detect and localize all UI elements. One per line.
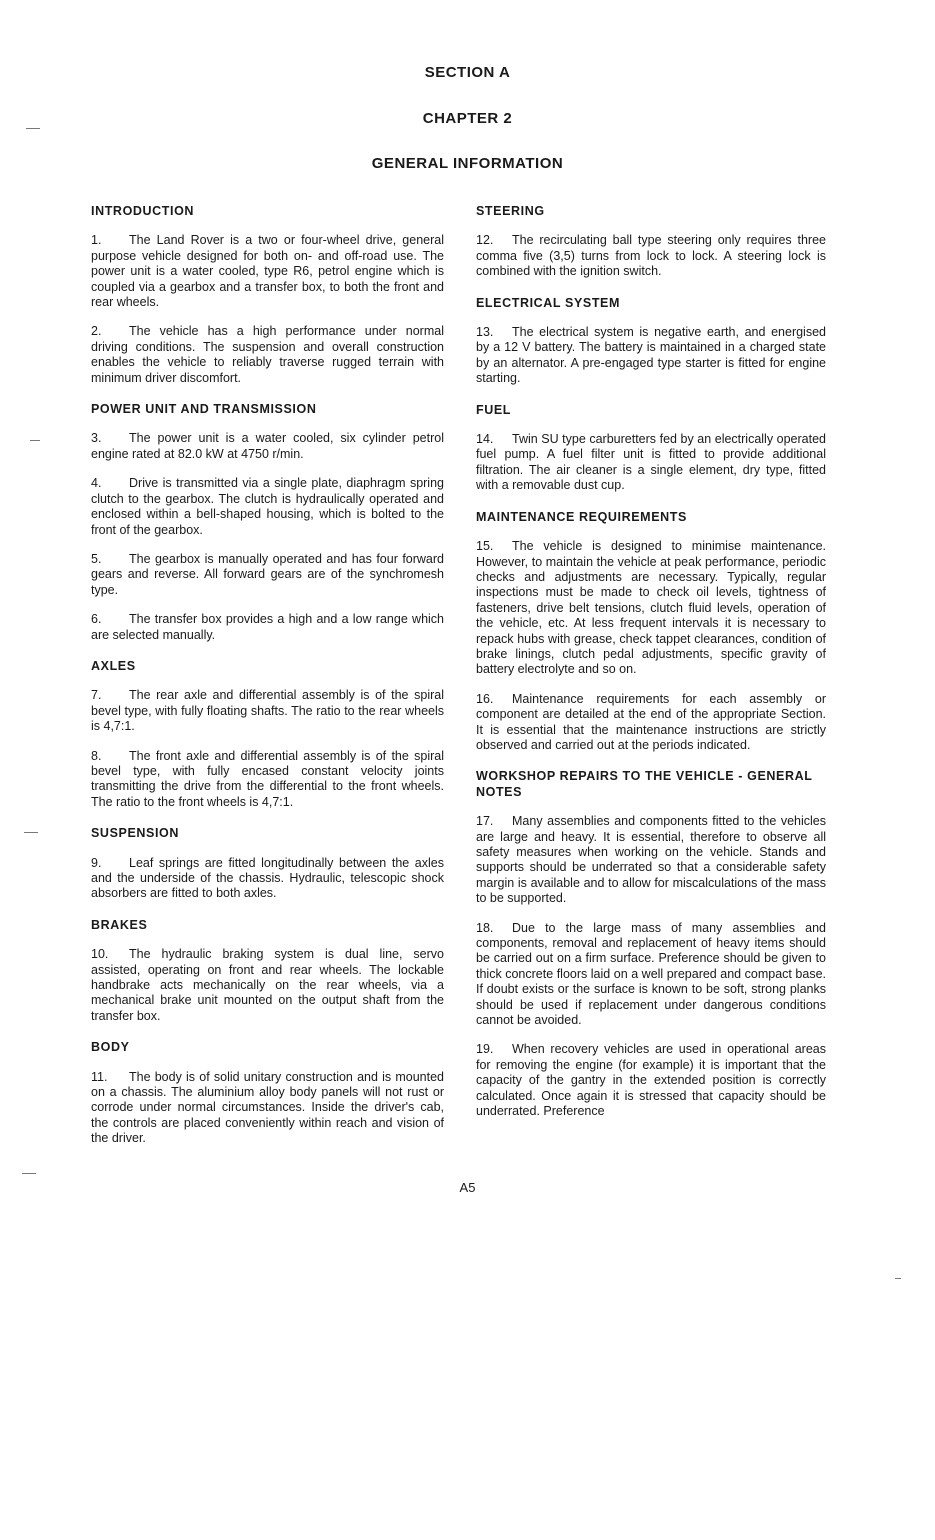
paragraph <box>476 432 826 494</box>
paragraph-text: Maintenance requirements for each assembly or component are detailed at the end of the appropriate Section. It is essential that the maintenance instructions are strictly observed and carried out at the periods indicated. <box>476 691 826 752</box>
paragraph-number: 6. <box>91 612 102 627</box>
scan-mark <box>26 128 40 129</box>
paragraph-text: Leaf springs are fitted longitudinally between the axles and the underside of the chassis. Hydraulic, telescopic shock absorbers are fitted to both axles. <box>91 855 444 901</box>
section-heading: BRAKES <box>91 917 148 932</box>
left-column <box>91 204 444 1163</box>
paragraph <box>476 814 826 906</box>
paragraph-text: The Land Rover is a two or four-wheel drive, general purpose vehicle designed for both on- and off-road use. The power unit is a water cooled, type R6, petrol engine which is coupled via a gearbox and a transfer box, to both the front and rear wheels. <box>91 233 444 310</box>
paragraph <box>476 692 826 754</box>
paragraph <box>91 431 444 462</box>
paragraph <box>91 552 444 598</box>
section-heading: INTRODUCTION <box>91 204 195 218</box>
paragraph-number: 5. <box>91 551 102 566</box>
scan-mark <box>30 440 40 441</box>
paragraph-text: The body is of solid unitary construction and is mounted on a chassis. The aluminium alloy body panels will not rust or corrode under normal circumstances. Inside the driver's cab, the controls are placed conveniently within reach and vision of the driver. <box>91 1069 444 1146</box>
paragraph <box>476 233 826 279</box>
paragraph-number: 16. <box>476 691 494 706</box>
paragraph <box>91 324 444 386</box>
paragraph <box>476 539 826 678</box>
paragraph-number: 2. <box>91 324 102 339</box>
paragraph <box>91 749 444 811</box>
paragraph-number: 17. <box>476 814 494 829</box>
paragraph-number: 10. <box>91 947 109 962</box>
paragraph-number: 15. <box>476 539 494 554</box>
page-number: A5 <box>459 1180 476 1195</box>
paragraph-text: The transfer box provides a high and a low range which are selected manually. <box>91 612 444 642</box>
paragraph-text: The vehicle is designed to minimise maintenance. However, to maintain the vehicle at peak performance, periodic checks and adjustments are necessary. Typically, regular inspections must be made to check oil levels, tightness of fasteners, drive belt tensions, clutch fluid levels, operation of the vehicle, etc. At less frequent intervals it is necessary to repack hubs with grease, check tappet clearances, condition of brake linings, clutch pedal adjustments, specific gravity of battery electrolyte and so on. <box>476 539 826 677</box>
paragraph-text: The vehicle has a high performance under normal driving conditions. The suspension and overall construction enables the vehicle to reliably traverse rugged terrain with minimum driver discomfort. <box>91 324 444 385</box>
paragraph-text: The power unit is a water cooled, six cylinder petrol engine rated at 82.0 kW at 4750 r/min. <box>91 431 444 461</box>
paragraph-text: Many assemblies and components fitted to the vehicles are large and heavy. It is essential, therefore to observe all safety measures when working on the vehicle. Stands and supports should be underrated so that a considerable safety margin is available and to allow for miscalculations of the mass to be supported. <box>476 814 826 906</box>
paragraph <box>91 233 444 310</box>
paragraph <box>476 921 826 1029</box>
paragraph <box>91 947 444 1024</box>
section-heading: MAINTENANCE REQUIREMENTS <box>476 509 687 524</box>
paragraph-number: 14. <box>476 432 494 447</box>
section-heading: STEERING <box>476 204 545 218</box>
section-heading: POWER UNIT AND TRANSMISSION <box>91 402 317 417</box>
chapter-heading: CHAPTER 2 <box>422 110 513 127</box>
right-column <box>476 204 826 1136</box>
paragraph <box>476 325 826 387</box>
paragraph-number: 11. <box>91 1069 108 1084</box>
scan-mark <box>22 1173 36 1174</box>
section-heading: AXLES <box>91 658 136 673</box>
paragraph-number: 8. <box>91 748 102 763</box>
paragraph-number: 9. <box>91 855 102 870</box>
paragraph <box>91 476 444 538</box>
paragraph-text: Due to the large mass of many assemblies and components, removal and replacement of heavy items should be carried out on a firm surface. Preference should be given to thick concrete floors laid on a well prepared and compact base. If doubt exists or the surface is known to be soft, strong planks should be used if replacement under dangerous conditions cannot be avoided. <box>476 920 826 1028</box>
section-heading: BODY <box>91 1040 130 1055</box>
paragraph-number: 18. <box>476 920 494 935</box>
paragraph-text: The gearbox is manually operated and has four forward gears and reverse. All forward gears are of the synchromesh type. <box>91 551 444 597</box>
paragraph <box>476 1042 826 1119</box>
section-heading: WORKSHOP REPAIRS TO THE VEHICLE - GENERAL NOTES <box>476 769 813 799</box>
paragraph-text: Twin SU type carburetters fed by an electrically operated fuel pump. A fuel filter unit is fitted to provide additional filtration. The air cleaner is a single element, dry type, fitted with a removable dust cup. <box>476 432 826 493</box>
section-heading: SUSPENSION <box>91 826 179 841</box>
paragraph <box>91 1070 444 1147</box>
paragraph-number: 19. <box>476 1042 494 1057</box>
paragraph-text: When recovery vehicles are used in operational areas for removing the engine (for example) it is important that the capacity of the gantry in the extended position is correctly calculated. Once again it is stressed that capacity should be underrated. Preference <box>476 1042 826 1119</box>
scan-mark <box>24 832 38 833</box>
paragraph-text: The rear axle and differential assembly is of the spiral bevel type, with fully floating shafts. The ratio to the rear wheels is 4,7:1. <box>91 688 444 734</box>
paragraph-text: The front axle and differential assembly is of the spiral bevel type, with fully encased constant velocity joints transmitting the drive from the differential to the front wheels. The ratio to the front wheels is 4,7:1. <box>91 748 444 809</box>
page-title: GENERAL INFORMATION <box>371 155 564 172</box>
paragraph <box>91 688 444 734</box>
paragraph-text: Drive is transmitted via a single plate, diaphragm spring clutch to the gearbox. The clutch is hydraulically operated and enclosed within a bell-shaped housing, which is bolted to the front of the gearbox. <box>91 476 444 537</box>
paragraph <box>91 612 444 643</box>
scan-mark <box>895 1278 901 1279</box>
paragraph-number: 4. <box>91 476 102 491</box>
section-heading: SECTION A <box>424 64 511 81</box>
section-heading: ELECTRICAL SYSTEM <box>476 295 621 310</box>
paragraph <box>91 856 444 902</box>
paragraph-number: 12. <box>476 233 494 248</box>
paragraph-number: 13. <box>476 325 494 340</box>
paragraph-text: The recirculating ball type steering only requires three comma five (3,5) turns from lock to lock. A steering lock is combined with the ignition switch. <box>476 233 826 279</box>
paragraph-number: 3. <box>91 431 102 446</box>
paragraph-text: The hydraulic braking system is dual line, servo assisted, operating on front and rear wheels. The lockable handbrake acts mechanically on the rear wheels, via a mechanical brake unit mounted on the output shaft from the transfer box. <box>91 947 444 1023</box>
paragraph-text: The electrical system is negative earth, and energised by a 12 V battery. The battery is maintained in a charged state by an alternator. A pre-engaged type starter is fitted for engine starting. <box>476 325 826 386</box>
paragraph-number: 1. <box>91 233 102 248</box>
paragraph-number: 7. <box>91 688 102 703</box>
section-heading: FUEL <box>476 402 512 417</box>
